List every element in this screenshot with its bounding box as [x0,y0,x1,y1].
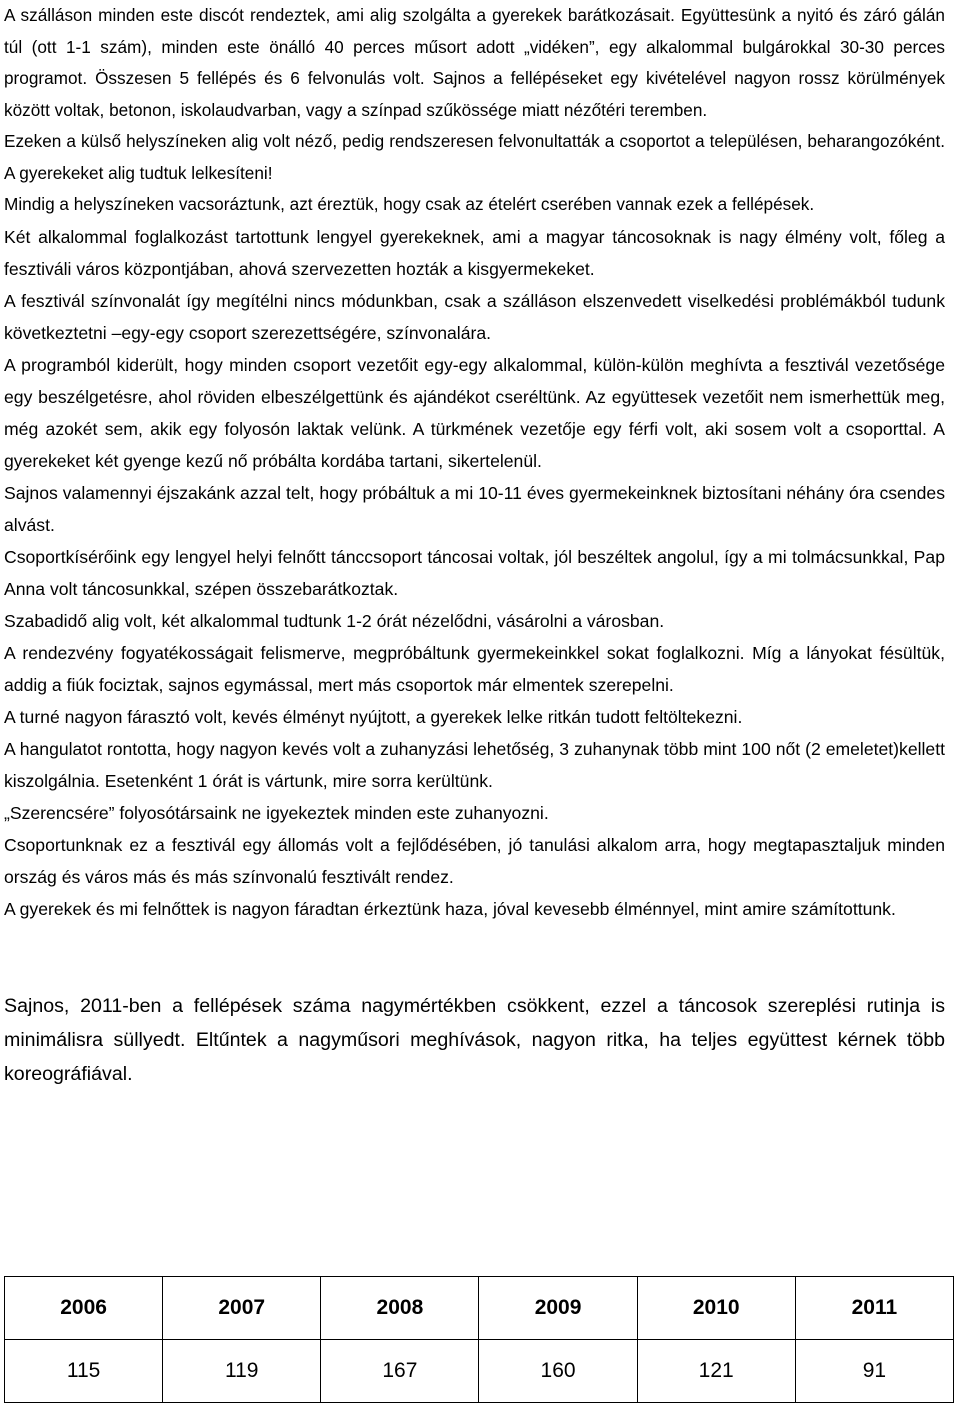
paragraph-venues: Ezeken a külső helyszíneken alig volt néző, pedig rendszeresen felvonultatták a csoportot a településen, beharangozóként. A gyerekeket alig tudtuk lelkesíteni! [4,131,945,183]
year-cell: 2008 [321,1277,479,1340]
count-cell: 91 [795,1340,953,1403]
table-header-row [5,1277,954,1340]
paragraph-free-time: Szabadidő alig volt, két alkalommal tudtunk 1-2 órát nézelődni, vásárolni a városban. [4,610,665,631]
table-row [5,1340,954,1403]
paragraph-activities: A rendezvény fogyatékosságait felismerve, megpróbáltunk gyermekeinkkel sokat foglalkozni. Míg a lányokat fésültük, addig a fiúk fociztak, sajnos egymással, mert más csoportok már elmentek szerepelni. [4,642,945,695]
performances-table [4,1276,954,1403]
paragraph-nights: Sajnos valamennyi éjszakánk azzal telt, hogy próbáltuk a mi 10-11 éves gyermekeinknek biztosítani néhány óra csendes alvást. [4,482,945,535]
count-cell: 119 [163,1340,321,1403]
paragraph-showers: A hangulatot rontotta, hogy nagyon kevés volt a zuhanyzási lehetőség, 3 zuhanynak több mint 100 nőt (2 emeletet)kellett kiszolgálnia. Esetenként 1 órát is vártunk, mire sorra kerültünk. [4,738,945,791]
paragraph-return: A gyerekek és mi felnőttek is nagyon fáradtan érkeztünk haza, jóval kevesebb élménnyel, mint amire számítottunk. [4,898,896,919]
count-cell: 121 [637,1340,795,1403]
year-cell: 2010 [637,1277,795,1340]
paragraph-escorts: Csoportkísérőink egy lengyel helyi felnőtt tánccsoport táncosai voltak, jól beszéltek angolul, így a mi tolmácsunkkal, Pap Anna volt táncosunkkal, szépen összebarátkoztak. [4,546,945,599]
year-cell: 2009 [479,1277,637,1340]
summary-paragraph: Sajnos, 2011-ben a fellépések száma nagymértékben csökkent, ezzel a táncosok szereplési rutinja is minimálisra süllyedt. Eltűntek a nagyműsori meghívások, nagyon ritka, ha teljes együttest kérnek több koreográfiával. [4,994,945,1085]
year-cell: 2006 [5,1277,163,1340]
count-cell: 115 [5,1340,163,1403]
paragraph-tiring: A turné nagyon fárasztó volt, kevés élményt nyújtott, a gyerekek lelke ritkán tudott feltöltekezni. [4,706,743,727]
year-cell: 2011 [795,1277,953,1340]
paragraph-luckily: „Szerencsére” folyosótársaink ne igyekeztek minden este zuhanyozni. [4,802,549,823]
paragraph-workshops: Két alkalommal foglalkozást tartottunk lengyel gyerekeknek, ami a magyar táncosoknak is nagy élmény volt, főleg a fesztiváli város központjában, ahová szervezetten hozták a kisgyermekeket. [4,226,945,279]
paragraph-learning: Csoportunknak ez a fesztivál egy állomás volt a fejlődésében, jó tanulási alkalom arra, hogy megtapasztaljuk minden ország és város más és más színvonalú fesztivált rendez. [4,834,945,887]
year-cell: 2007 [163,1277,321,1340]
paragraph-discos: A szálláson minden este discót rendeztek, ami alig szolgálta a gyerekek barátkozásait. Együttesünk a nyitó és záró gálán túl (ott 1-1 szám), minden este önálló 40 perces műsort adott „vidéken”, egy alkalommal bulgárokkal 30-30 perces programot. Összesen 5 fellépés és 6 felvonulás volt. Sajnos a fellépéseket egy kivételével nagyon rossz körülmények között voltak, betonon, iskolaudvarban, vagy a színpad szűkössége miatt nézőtéri teremben. [4,5,945,120]
paragraph-leaders: A programból kiderült, hogy minden csoport vezetőit egy-egy alkalommal, külön-külön meghívta a fesztivál vezetősége egy beszélgetésre, ahol röviden elbeszélgettünk és ajándékot cseréltünk. Az együttesek vezetőit nem ismerhettük meg, még azokét sem, akik egy folyosón laktak velünk. A türkmének vezetője egy férfi volt, aki sosem volt a csoporttal. A gyerekeket két gyenge kezű nő próbálta kordába tartani, sikertelenül. [4,354,945,471]
paragraph-festival-level: A fesztivál színvonalát így megítélni nincs módunkban, csak a szálláson elszenvedett viselkedési problémákból tudunk következtetni –egy-egy csoport szerezettségére, színvonalára. [4,290,945,343]
paragraph-dinners: Mindig a helyszíneken vacsoráztunk, azt éreztük, hogy csak az ételért cserében vannak ezek a fellépések. [4,194,815,214]
spacer [4,925,945,989]
count-cell: 167 [321,1340,479,1403]
document-body [4,0,945,1091]
count-cell: 160 [479,1340,637,1403]
